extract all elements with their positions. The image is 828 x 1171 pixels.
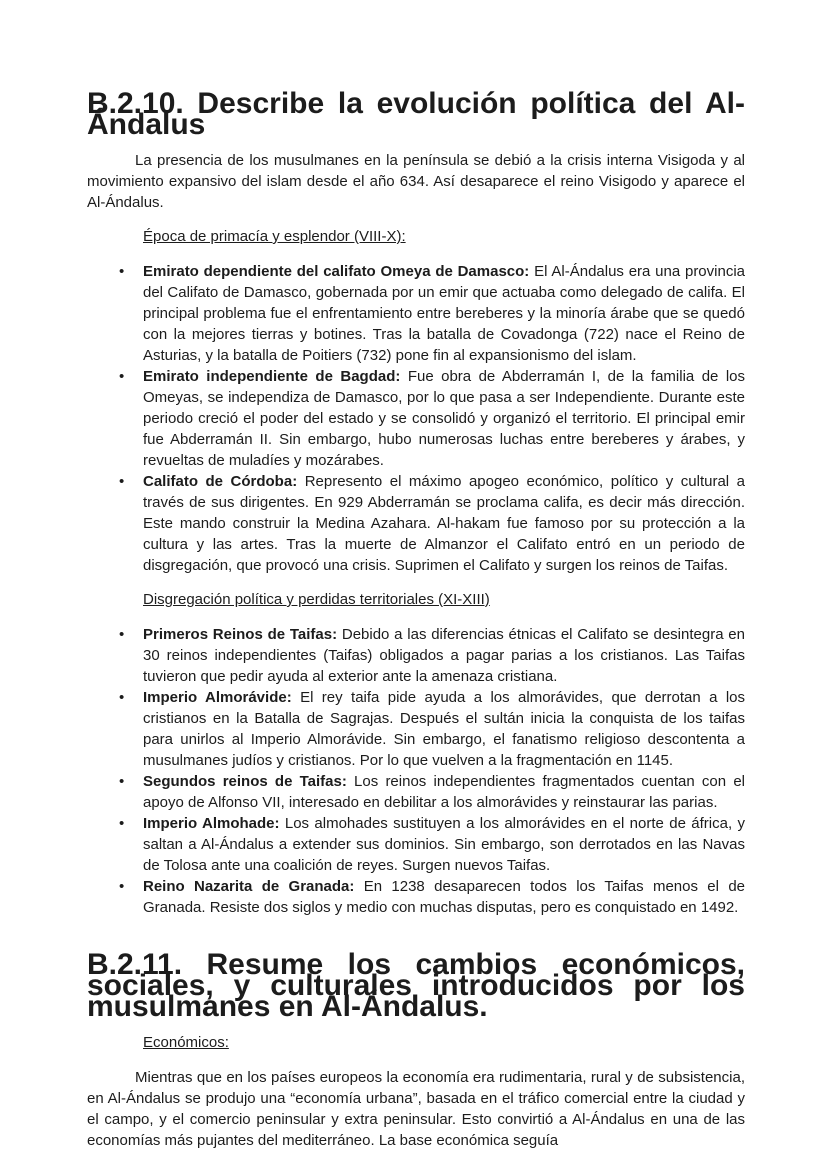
list-item xyxy=(143,771,745,813)
term-bold: Emirato dependiente del califato Omeya de Damasco: xyxy=(143,263,530,280)
term-bold: Califato de Córdoba: xyxy=(143,473,298,490)
term-bold: Imperio Almorávide: xyxy=(143,689,292,706)
term-bold: Segundos reinos de Taifas: xyxy=(143,773,347,790)
subheading-disgregacion: Disgregación política y perdidas territoriales (XI-XIII) xyxy=(143,591,490,608)
list-item xyxy=(143,366,745,471)
item-text: En 1238 desaparecen todos los Taifas menos el de Granada. Resiste dos siglos y medio con muchas disputas, pero es conquistado en 1492. xyxy=(143,878,745,916)
subheading-epoca: Época de primacía y esplendor (VIII-X): xyxy=(143,228,406,245)
term-bold: Reino Nazarita de Granada: xyxy=(143,878,355,895)
list-item xyxy=(143,687,745,771)
economics-paragraph: Mientras que en los países europeos la economía era rudimentaria, rural y de subsistencia, en Al-Ándalus se produjo una “economía urbana”, basada en el tráfico comercial entre la ciudad y el campo, y el comercio peninsular y extra peninsular. Esto convirtió a Al-Ándalus en una de las economías más pujantes del mediterráneo. La base económica seguía xyxy=(87,1069,745,1149)
subheading-economicos: Económicos: xyxy=(143,1034,229,1051)
section-b210 xyxy=(87,87,746,918)
term-bold: Imperio Almohade: xyxy=(143,815,280,832)
item-text: Fue obra de Abderramán I, de la familia de los Omeyas, se independiza de Damasco, por lo que pasa a ser Independiente. Durante este periodo creció el poder del estado y se consolidó y organizó el territorio. El principal emir fue Abderramán II. Sin embargo, hubo numerosas luchas entre bereberes y árabes, y revueltas de muladíes y mozárabes. xyxy=(143,368,746,469)
bullet-list-disgregacion xyxy=(87,624,745,918)
item-text: El Al-Ándalus era una provincia del Califato de Damasco, gobernada por un emir que actuaba como delegado de califa. El principal problema fue el enfrentamiento entre bereberes y la minoría árabe que se quedó con la mejores tierras y botines. Tras la batalla de Covadonga (722) nace el Reino de Asturias, y la batalla de Poitiers (732) pone fin al expansionismo del islam. xyxy=(143,263,746,364)
list-item xyxy=(143,471,745,576)
list-item xyxy=(143,876,745,918)
intro-paragraph: La presencia de los musulmanes en la península se debió a la crisis interna Visigoda y al movimiento expansivo del islam desde el año 634. Así desaparece el reino Visigodo y aparece el Al-Ándalus. xyxy=(87,152,745,211)
item-text: Debido a las diferencias étnicas el Califato se desintegra en 30 reinos independientes (Taifas) obligados a pagar parias a los cristianos. Las Taifas tuvieron que pedir ayuda al exterior ante la amenaza cristiana. xyxy=(143,626,745,685)
section-b211 xyxy=(87,948,745,1151)
term-bold: Emirato independiente de Bagdad: xyxy=(143,368,401,385)
list-item xyxy=(143,261,745,366)
list-item xyxy=(143,624,745,687)
item-text: El rey taifa pide ayuda a los almorávides, que derrotan a los cristianos en la Batalla de Sagrajas. Después el sultán inicia la conquista de los taifas para unirlos al Imperio Almorávide. Sin embargo, el fanatismo religioso descontenta a musulmanes judíos y cristianos. Por lo que vuelven a la fragmentación en 1145. xyxy=(143,689,745,769)
section-heading: B.2.11. Resume los cambios económicos, sociales, y culturales introducidos por los musulmanes en Al-Ándalus. xyxy=(87,948,745,1023)
item-text: Represento el máximo apogeo económico, político y cultural a través de sus dirigentes. En 929 Abderramán se proclama califa, es decir más dirección. Este mando construir la Medina Azahara. Al-hakam fue famoso por su protección a la cultura y las artes. Tras la muerte de Almanzor el Califato entró en un periodo de disgregación, que provocó una crisis. Suprimen el Califato y surgen los reinos de Taifas. xyxy=(143,473,745,574)
item-text: Los reinos independientes fragmentados cuentan con el apoyo de Alfonso VII, interesado en debilitar a los almorávides y reinstaurar las parias. xyxy=(143,773,745,811)
list-item xyxy=(143,813,745,876)
term-bold: Primeros Reinos de Taifas: xyxy=(143,626,338,643)
bullet-list-primacia xyxy=(87,261,745,576)
item-text: Los almohades sustituyen a los almorávides en el norte de áfrica, y saltan a Al-Ándalus a extender sus dominios. Sin embargo, son derrotados en las Navas de Tolosa ante una coalición de reyes. Surgen nuevos Taifas. xyxy=(143,815,745,874)
section-heading: B.2.10. Describe la evolución política del Al-Ándalus xyxy=(87,87,745,141)
